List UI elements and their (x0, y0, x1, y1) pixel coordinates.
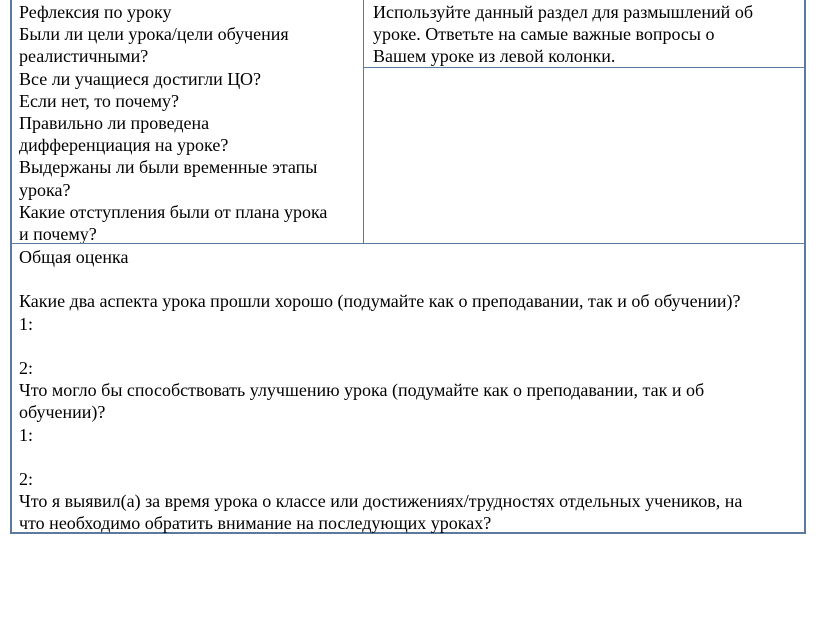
question-line: Если нет, то почему? (19, 90, 179, 111)
answer-cell[interactable] (364, 68, 804, 243)
answer-label: 1: (19, 313, 34, 334)
question-line: Все ли учащиеся достигли ЦО? (19, 68, 261, 89)
question-line: Какие отступления были от плана урока (19, 201, 328, 222)
reflection-row (12, 0, 804, 243)
answer-label: 2: (19, 357, 34, 378)
question-line: дифференциация на уроке? (19, 135, 229, 156)
instruction-line: Используйте данный раздел для размышлений об (373, 2, 753, 22)
instructions-cell (364, 0, 804, 68)
reflection-questions-cell (12, 0, 364, 243)
reflection-table (10, 0, 806, 534)
question-went-well: Какие два аспекта урока прошли хорошо (подумайте как о преподавании, так и об обучении)? (19, 291, 741, 312)
question-line: урока? (19, 179, 71, 200)
question-line: и почему? (19, 224, 97, 245)
question-improve: обучении)? (19, 402, 106, 423)
question-line: Были ли цели урока/цели обучения (19, 24, 289, 45)
reflection-title: Рефлексия по уроку (19, 2, 172, 22)
question-line: реалистичными? (19, 46, 149, 67)
question-learned: что необходимо обратить внимание на последующих уроках? (19, 513, 492, 534)
question-line: Выдержаны ли были временные этапы (19, 157, 318, 178)
answer-label: 2: (19, 468, 34, 489)
answer-label: 1: (19, 424, 34, 445)
overall-assessment-cell (12, 243, 804, 532)
question-learned: Что я выявил(а) за время урока о классе или достижениях/трудностях отдельных учеников, на (19, 491, 743, 512)
overall-title: Общая оценка (19, 247, 129, 267)
question-improve: Что могло бы способствовать улучшению урока (подумайте как о преподавании, так и об (19, 380, 705, 401)
instruction-line: Вашем уроке из левой колонки. (373, 46, 616, 67)
question-line: Правильно ли проведена (19, 113, 210, 134)
instruction-line: уроке. Ответьте на самые важные вопросы о (373, 24, 715, 45)
